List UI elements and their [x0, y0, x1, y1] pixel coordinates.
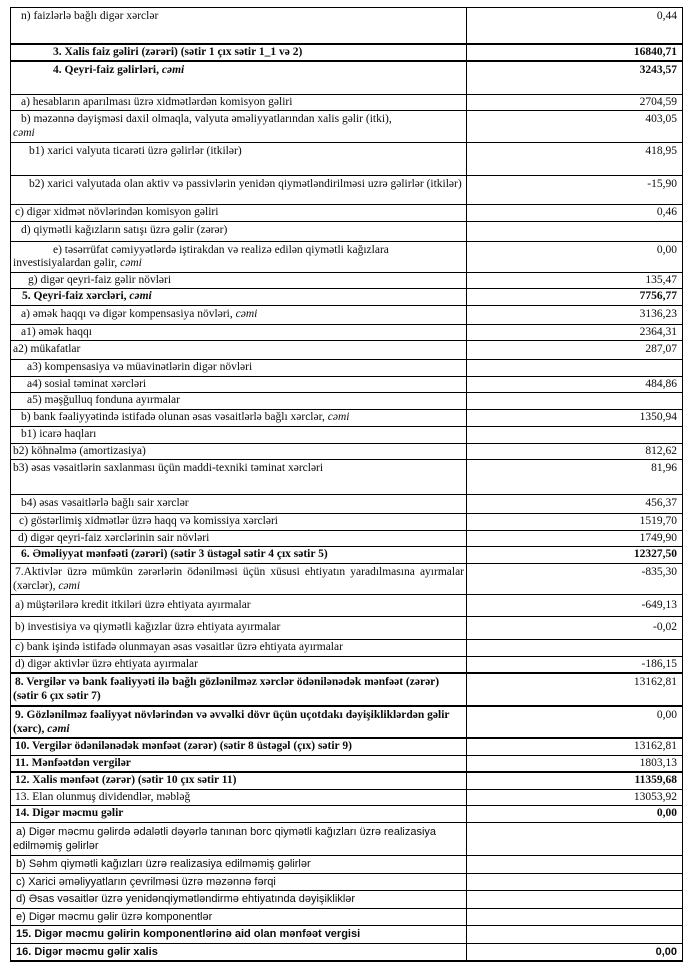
financial-report-page — [0, 7, 693, 958]
table-row — [11, 341, 683, 360]
row-label: b2) xarici valyutada olan aktiv və passivlərin yenidən qiymətləndirilməsi uzrə gəlirlər (itkilər) — [11, 176, 467, 205]
table-row — [11, 8, 683, 44]
row-label: 10. Vergilər ödənilənədək mənfəət (zərər) (sətir 8 üstəgəl (çıx) sətir 9) — [11, 738, 467, 755]
table-row — [11, 393, 683, 410]
income-statement-table — [10, 7, 683, 962]
row-label: b) bank fəaliyyətində istifadə olunan əsas vəsaitlərlə bağlı xərclər, cəmi — [11, 410, 467, 427]
table-row — [11, 460, 683, 495]
table-row — [11, 908, 683, 926]
table-row — [11, 806, 683, 823]
row-value: 0,00 — [467, 706, 683, 738]
row-value: 11359,68 — [467, 772, 683, 789]
row-label: b1) xarici valyuta ticarəti üzrə gəlirlər (itkilər) — [11, 143, 467, 176]
table-row — [11, 143, 683, 176]
row-value: -0,02 — [467, 617, 683, 640]
table-row — [11, 822, 683, 855]
row-value: -835,30 — [467, 564, 683, 595]
row-label: a) əmək haqqı və digər kompensasiya növləri, cəmi — [11, 305, 467, 324]
row-label: 7.Aktivlər üzrə mümkün zərərlərin ödənilməsi üçün xüsusi ehtiyatın yaradılmasına ayırmalar (xərclər), cəmi — [11, 564, 467, 595]
row-value: 2364,31 — [467, 324, 683, 341]
row-label: a2) mükafatlar — [11, 341, 467, 360]
row-label: 5. Qeyri-faiz xərcləri, cəmi — [11, 289, 467, 306]
row-label: d) digər qeyri-faiz xərclərinin sair növləri — [11, 530, 467, 547]
row-value: 456,37 — [467, 495, 683, 514]
row-label: a) hesabların aparılması üzrə xidmətlərdən komisyon gəliri — [11, 94, 467, 111]
table-row — [11, 221, 683, 241]
row-label: 9. Gözlənilməz fəaliyyət növlərindən və əvvəlki dövr üçün uçotdakı dəyişikliklərdən gəlir (xərc), cəmi — [11, 706, 467, 738]
row-value: 13162,81 — [467, 738, 683, 755]
row-label: b) Səhm qiymətli kağızları üzrə realizasiya edilməmiş gəlirlər — [11, 855, 467, 873]
row-value: 13162,81 — [467, 673, 683, 706]
row-value: 287,07 — [467, 341, 683, 360]
row-value: 484,86 — [467, 376, 683, 393]
row-label: 15. Digər məcmu gəlirin komponentlərinə aid olan mənfəət vergisi — [11, 926, 467, 944]
row-value: 0,46 — [467, 205, 683, 222]
table-row — [11, 891, 683, 909]
row-label-emphasis: cəmi — [129, 290, 152, 302]
row-label: 12. Xalis mənfəət (zərər) (sətir 10 çıx sətir 11) — [11, 772, 467, 789]
row-label: e) təsərrüfat cəmiyyətlərdə iştirakdan və realizə edilən qiymətli kağızlara investisiyalardan gəlir, cəmi — [11, 241, 467, 272]
table-row — [11, 111, 683, 143]
table-row — [11, 514, 683, 531]
row-label: a5) məşğulluq fonduna ayırmalar — [11, 393, 467, 410]
row-label: a) müştərilərə kredit itkiləri üzrə ehtiyata ayırmalar — [11, 595, 467, 617]
row-label: b1) icarə haqları — [11, 427, 467, 444]
row-value: 0,00 — [467, 806, 683, 823]
row-label-emphasis: cəmi — [235, 307, 258, 320]
table-row — [11, 376, 683, 393]
row-value — [467, 640, 683, 657]
row-value — [467, 926, 683, 944]
row-label: 16. Digər məcmu gəlir xalis — [11, 943, 467, 961]
table-row — [11, 94, 683, 111]
table-row — [11, 640, 683, 657]
row-label: c) bank işində istifadə olunmayan əsas vəsaitlər üzrə ehtiyata ayırmalar — [11, 640, 467, 657]
row-value: -649,13 — [467, 595, 683, 617]
table-row — [11, 241, 683, 272]
row-label: a) Digər məcmu gəlirdə ədalətli dəyərlə tanınan borc qiymətli kağızları üzrə realizasiya edilməmiş gəlirlər — [11, 822, 467, 855]
row-value: 0,00 — [467, 943, 683, 961]
table-row — [11, 360, 683, 377]
table-row — [11, 617, 683, 640]
row-value: -186,15 — [467, 656, 683, 673]
table-row — [11, 289, 683, 306]
row-value: 3136,23 — [467, 305, 683, 324]
table-row — [11, 427, 683, 444]
row-label: a4) sosial təminat xərcləri — [11, 376, 467, 393]
row-label: n) faizlərlə bağlı digər xərclər — [11, 8, 467, 44]
table-row — [11, 738, 683, 755]
row-value — [467, 360, 683, 377]
row-value: 1350,94 — [467, 410, 683, 427]
row-value: 135,47 — [467, 272, 683, 289]
table-row — [11, 272, 683, 289]
row-value: 812,62 — [467, 443, 683, 460]
row-label: 11. Mənfəətdən vergilər — [11, 755, 467, 772]
row-label: b4) əsas vəsaitlərlə bağlı sair xərclər — [11, 495, 467, 514]
row-value — [467, 855, 683, 873]
table-row — [11, 943, 683, 961]
row-label: c) Xarici əməliyyatların çevrilməsi üzrə məzənnə fərqi — [11, 873, 467, 891]
table-row — [11, 564, 683, 595]
table-row — [11, 873, 683, 891]
table-row — [11, 656, 683, 673]
row-value: 16840,71 — [467, 44, 683, 62]
table-body — [11, 8, 683, 962]
table-row — [11, 324, 683, 341]
row-value: 1749,90 — [467, 530, 683, 547]
table-row — [11, 926, 683, 944]
row-label: 13. Elan olunmuş dividendlər, məbləğ — [11, 789, 467, 806]
row-value — [467, 427, 683, 444]
row-label: g) digər qeyri-faiz gəlir növləri — [11, 272, 467, 289]
table-row — [11, 44, 683, 62]
row-label-emphasis: cəmi — [47, 722, 70, 735]
table-row — [11, 772, 683, 789]
table-row — [11, 706, 683, 738]
table-row — [11, 176, 683, 205]
row-label: 4. Qeyri-faiz gəlirləri, cəmi — [11, 61, 467, 94]
row-value: -15,90 — [467, 176, 683, 205]
row-label: e) Digər məcmu gəlir üzrə komponentlər — [11, 908, 467, 926]
row-value: 13053,92 — [467, 789, 683, 806]
row-label: 3. Xalis faiz gəliri (zərəri) (sətir 1 çıx sətir 1_1 və 2) — [11, 44, 467, 62]
table-row — [11, 205, 683, 222]
table-row — [11, 495, 683, 514]
row-value — [467, 908, 683, 926]
table-row — [11, 410, 683, 427]
row-value: 403,05 — [467, 111, 683, 143]
table-row — [11, 61, 683, 94]
table-row — [11, 789, 683, 806]
row-label-emphasis: cəmi — [161, 64, 185, 76]
row-value: 12327,50 — [467, 547, 683, 564]
row-value — [467, 822, 683, 855]
row-value: 3243,57 — [467, 61, 683, 94]
row-value: 2704,59 — [467, 94, 683, 111]
table-row — [11, 443, 683, 460]
row-value — [467, 393, 683, 410]
row-label: b3) əsas vəsaitlərin saxlanması üçün maddi-texniki təminat xərcləri — [11, 460, 467, 495]
table-row — [11, 755, 683, 772]
row-value — [467, 221, 683, 241]
table-row — [11, 673, 683, 706]
row-label: d) Əsas vəsaitlər üzrə yenidənqiymətləndirmə ehtiyatında dəyişikliklər — [11, 891, 467, 909]
table-row — [11, 547, 683, 564]
row-label: 6. Əməliyyat mənfəəti (zərəri) (sətir 3 üstəgəl sətir 4 çıx sətir 5) — [11, 547, 467, 564]
table-row — [11, 530, 683, 547]
row-label-emphasis: cəmi — [58, 579, 81, 592]
row-label: 14. Digər məcmu gəlir — [11, 806, 467, 823]
row-label: d) qiymətli kağızların satışı üzrə gəlir (zərər) — [11, 221, 467, 241]
row-value: 0,00 — [467, 241, 683, 272]
row-value — [467, 873, 683, 891]
row-value: 1803,13 — [467, 755, 683, 772]
row-label: 8. Vergilər və bank fəaliyyəti ilə bağlı gözlənilməz xərclər ödənilənədək mənfəət (zərər) (sətir 6 çıx sətir 7) — [11, 673, 467, 706]
table-row — [11, 595, 683, 617]
row-label: a3) kompensasiya və müavinətlərin digər növləri — [11, 360, 467, 377]
row-label: c) göstərlimiş xidmətlər üzrə haqq və komissiya xərcləri — [11, 514, 467, 531]
row-label: b2) köhnəlmə (amortizasiya) — [11, 443, 467, 460]
row-label-emphasis: cəmi — [120, 257, 142, 269]
row-label: d) digər aktivlər üzrə ehtiyata ayırmalar — [11, 656, 467, 673]
table-row — [11, 305, 683, 324]
row-value: 1519,70 — [467, 514, 683, 531]
row-label-emphasis: cəmi — [13, 126, 35, 139]
row-value: 81,96 — [467, 460, 683, 495]
row-label: a1) əmək haqqı — [11, 324, 467, 341]
row-value: 7756,77 — [467, 289, 683, 306]
row-label: b) məzənnə dəyişməsi daxil olmaqla, valyuta əməliyyatlarından xalis gəlir (itki), cəmi — [11, 111, 467, 143]
row-label: b) investisiya və qiymətli kağızlar üzrə ehtiyata ayırmalar — [11, 617, 467, 640]
table-row — [11, 855, 683, 873]
row-value: 0,44 — [467, 8, 683, 44]
row-value — [467, 891, 683, 909]
row-label-emphasis: cəmi — [327, 411, 350, 424]
row-value: 418,95 — [467, 143, 683, 176]
row-label: c) digər xidmət növlərindən komisyon gəliri — [11, 205, 467, 222]
